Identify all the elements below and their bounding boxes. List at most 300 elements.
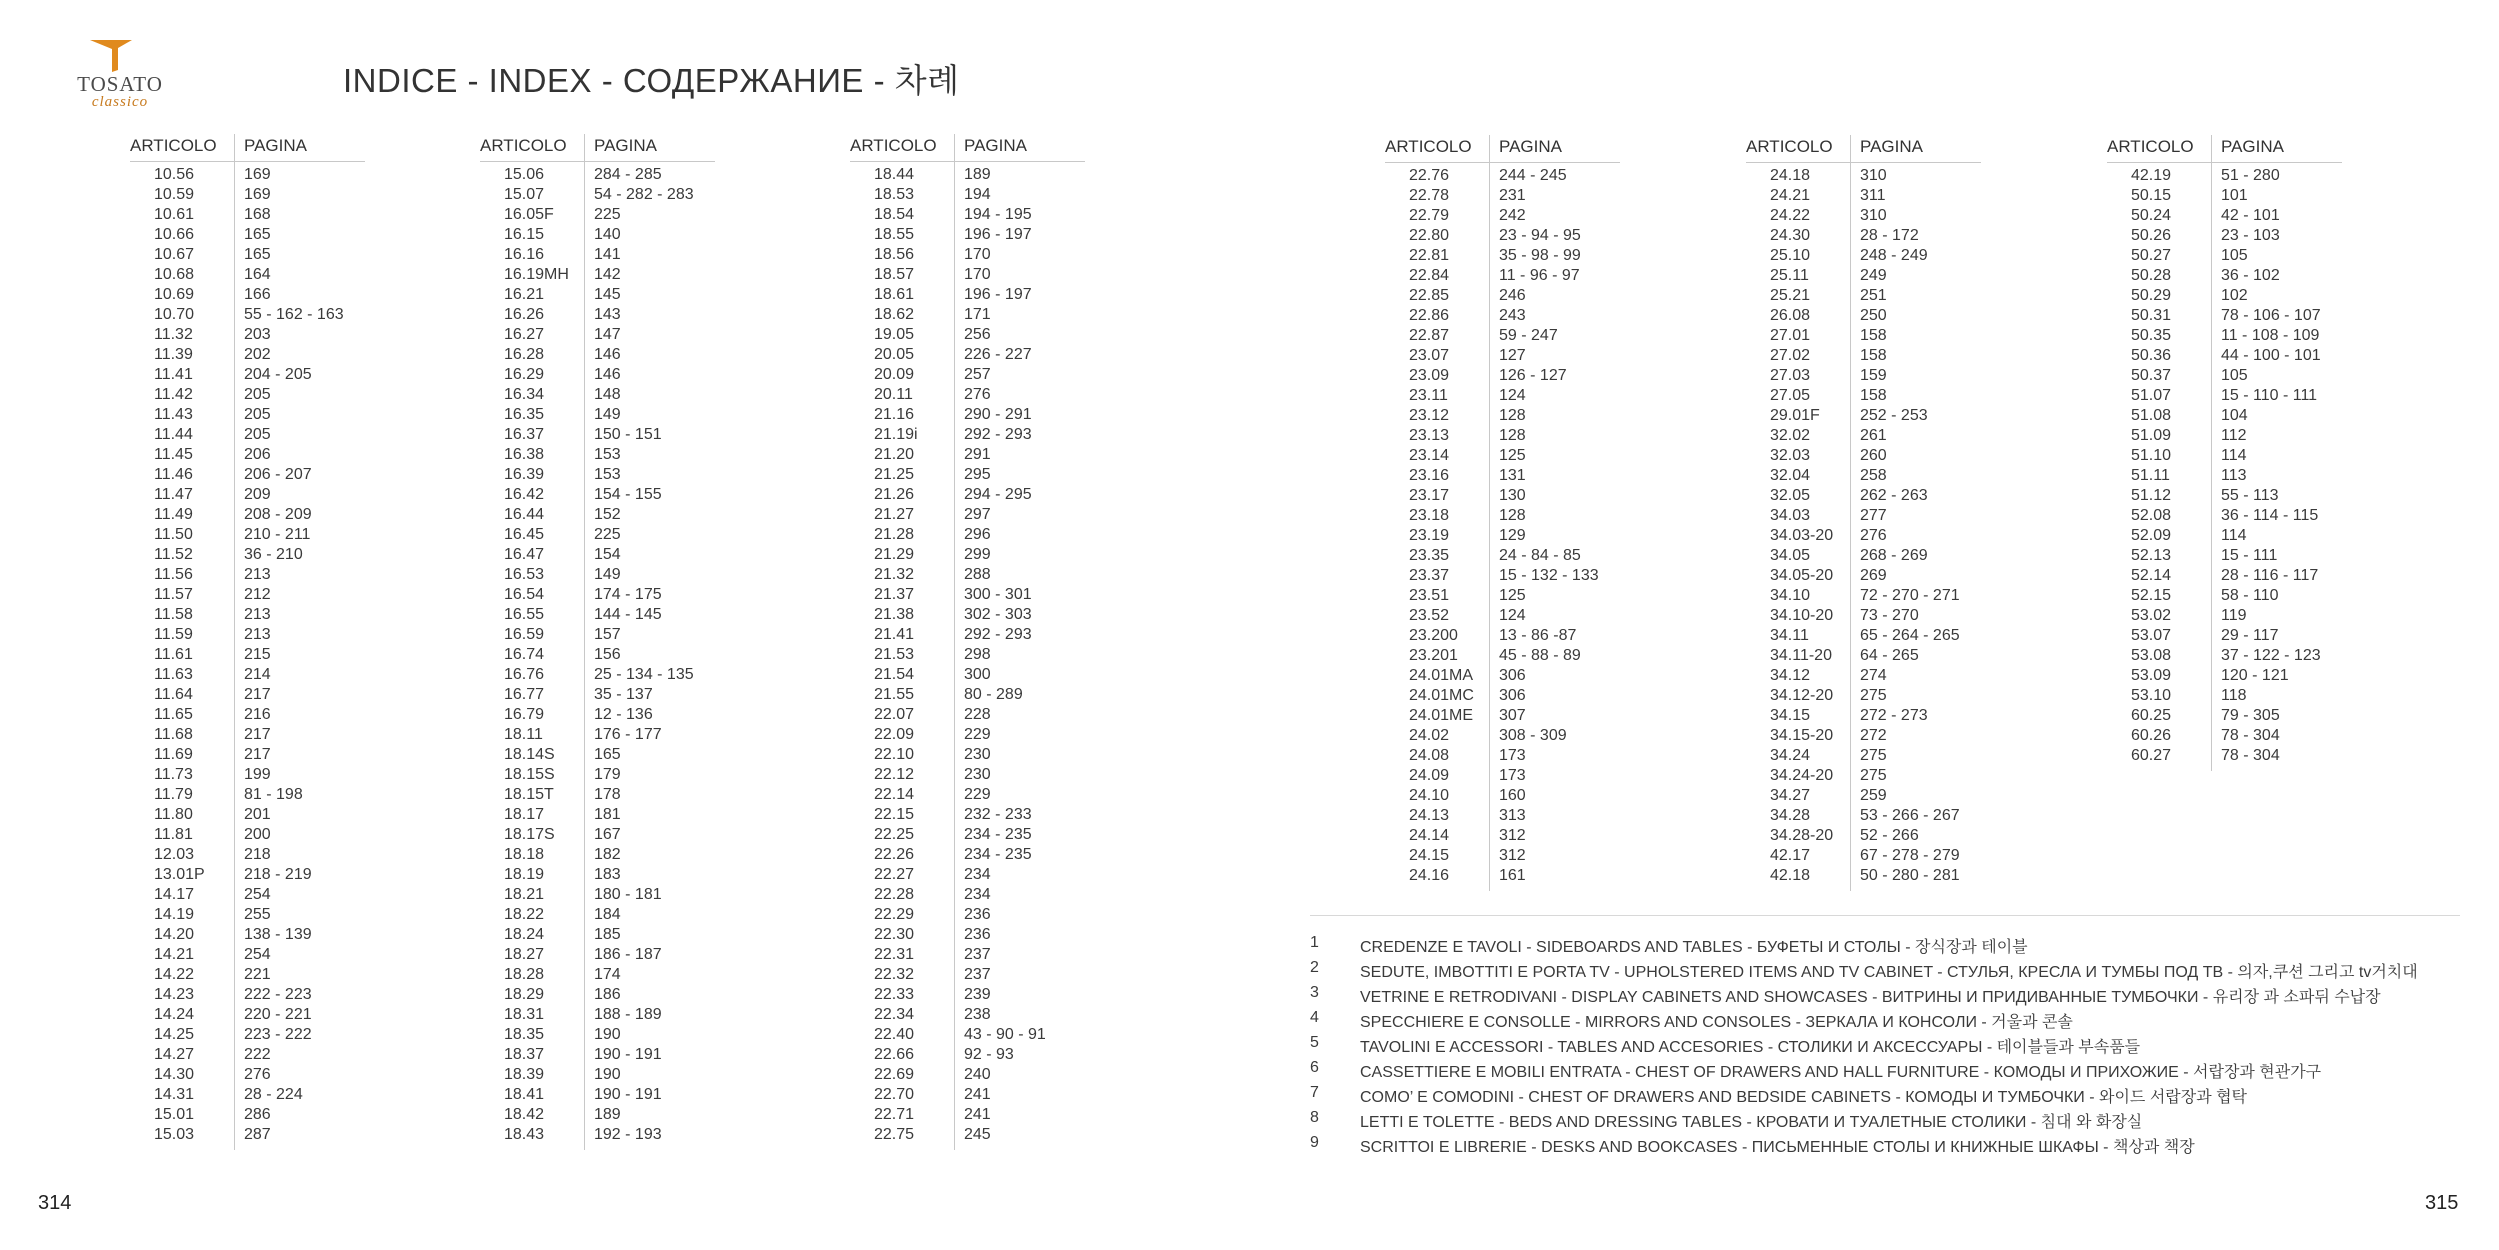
page-ref: 225 [594, 526, 621, 543]
page-ref: 277 [1860, 507, 1887, 524]
legend-number: 4 [1310, 1009, 1319, 1026]
page-ref: 217 [244, 686, 271, 703]
articolo-header: ARTICOLO [1385, 137, 1472, 156]
page-ref: 59 - 247 [1499, 327, 1558, 344]
page-ref: 217 [244, 746, 271, 763]
page-ref: 225 [594, 206, 621, 223]
page-ref: 36 - 102 [2221, 267, 2280, 284]
page-ref: 296 [964, 526, 991, 543]
header-rule [1746, 162, 1981, 163]
article-code: 11.79 [154, 786, 193, 803]
article-code: 23.07 [1409, 347, 1450, 364]
article-code: 16.53 [504, 566, 545, 583]
page-ref: 160 [1499, 787, 1526, 804]
page-ref: 128 [1499, 427, 1526, 444]
page-ref: 105 [2221, 247, 2248, 264]
article-code: 18.39 [504, 1066, 545, 1083]
legend-text: VETRINE E RETRODIVANI - DISPLAY CABINETS AND SHOWCASES - ВИТРИНЫ И ПРИДИВАННЫЕ ТУМБОЧКИ - 유리장 과 소파뒤 수납장 [1360, 989, 2381, 1006]
page-ref: 234 [964, 866, 991, 883]
page-ref: 252 - 253 [1860, 407, 1928, 424]
legend-number: 9 [1310, 1134, 1319, 1151]
page-ref: 119 [2221, 607, 2247, 624]
page-ref: 127 [1499, 347, 1526, 364]
page-ref: 114 [2221, 527, 2247, 544]
page-ref: 182 [594, 846, 621, 863]
page-ref: 312 [1499, 847, 1526, 864]
page-number-right: 315 [2425, 1192, 2459, 1214]
page-ref: 124 [1499, 387, 1526, 404]
article-code: 24.22 [1770, 207, 1811, 224]
legend-text: CREDENZE E TAVOLI - SIDEBOARDS AND TABLES - БУФЕТЫ И СТОЛЫ - 장식장과 테이블 [1360, 939, 2028, 956]
page-ref: 292 - 293 [964, 426, 1032, 443]
article-code: 14.27 [154, 1046, 195, 1063]
page-ref: 201 [244, 806, 271, 823]
article-code: 52.09 [2131, 527, 2172, 544]
article-code: 22.80 [1409, 227, 1450, 244]
page-ref: 161 [1499, 867, 1526, 884]
page-ref: 196 - 197 [964, 286, 1032, 303]
article-code: 14.21 [154, 946, 195, 963]
article-code: 21.38 [874, 606, 915, 623]
page-ref: 268 - 269 [1860, 547, 1928, 564]
article-code: 11.44 [154, 426, 193, 443]
page-ref: 213 [244, 606, 271, 623]
article-code: 16.76 [504, 666, 545, 683]
page-ref: 222 [244, 1046, 271, 1063]
article-code: 22.28 [874, 886, 915, 903]
articolo-header: ARTICOLO [1746, 137, 1833, 156]
article-code: 23.17 [1409, 487, 1450, 504]
article-code: 16.38 [504, 446, 545, 463]
page-ref: 165 [594, 746, 621, 763]
article-code: 50.35 [2131, 327, 2172, 344]
article-code: 16.16 [504, 246, 545, 263]
article-code: 21.55 [874, 686, 915, 703]
page-ref: 275 [1860, 767, 1887, 784]
page-ref: 13 - 86 -87 [1499, 627, 1577, 644]
page-ref: 171 [964, 306, 991, 323]
article-code: 16.05F [504, 206, 554, 223]
header-rule [480, 161, 715, 162]
article-code: 50.26 [2131, 227, 2172, 244]
page-ref: 250 [1860, 307, 1887, 324]
page-ref: 306 [1499, 667, 1526, 684]
article-code: 51.09 [2131, 427, 2172, 444]
page-ref: 131 [1499, 467, 1526, 484]
article-code: 14.25 [154, 1026, 195, 1043]
page-ref: 54 - 282 - 283 [594, 186, 694, 203]
page-ref: 255 [244, 906, 271, 923]
article-code: 24.01MA [1409, 667, 1474, 684]
article-code: 11.46 [154, 466, 193, 483]
article-code: 34.28-20 [1770, 827, 1834, 844]
page-ref: 234 [964, 886, 991, 903]
page-ref: 64 - 265 [1860, 647, 1919, 664]
page-ref: 310 [1860, 167, 1887, 184]
page-ref: 120 - 121 [2221, 667, 2289, 684]
legend-number: 3 [1310, 984, 1319, 1001]
article-code: 50.29 [2131, 287, 2172, 304]
page-ref: 230 [964, 766, 991, 783]
legend-text: CASSETTIERE E MOBILI ENTRATA - CHEST OF DRAWERS AND HALL FURNITURE - КОМОДЫ И ПРИХОЖИЕ - 서랍장과 현관가구 [1360, 1064, 2322, 1081]
legend-number: 8 [1310, 1109, 1319, 1126]
article-code: 23.14 [1409, 447, 1450, 464]
page-ref: 102 [2221, 287, 2248, 304]
legend-number: 1 [1310, 934, 1319, 951]
page-ref: 153 [594, 466, 621, 483]
page-ref: 254 [244, 946, 271, 963]
article-code: 11.69 [154, 746, 193, 763]
article-code: 21.53 [874, 646, 915, 663]
article-code: 22.09 [874, 726, 915, 743]
page-ref: 67 - 278 - 279 [1860, 847, 1960, 864]
legend-text: SPECCHIERE E CONSOLLE - MIRRORS AND CONSOLES - ЗЕРКАЛА И КОНСОЛИ - 거울과 콘솔 [1360, 1014, 2073, 1031]
page-ref: 55 - 162 - 163 [244, 306, 344, 323]
brand-logo [70, 38, 170, 110]
article-code: 14.20 [154, 926, 195, 943]
articolo-header: ARTICOLO [130, 136, 217, 155]
article-code: 53.08 [2131, 647, 2172, 664]
article-code: 34.27 [1770, 787, 1811, 804]
page-ref: 165 [244, 226, 271, 243]
page-ref: 53 - 266 - 267 [1860, 807, 1960, 824]
page-ref: 275 [1860, 747, 1887, 764]
article-code: 11.63 [154, 666, 193, 683]
page-ref: 174 [594, 966, 621, 983]
article-code: 23.52 [1409, 607, 1450, 624]
article-code: 18.21 [504, 886, 545, 903]
article-code: 16.79 [504, 706, 545, 723]
page-ref: 300 [964, 666, 991, 683]
page-ref: 205 [244, 406, 271, 423]
page-ref: 173 [1499, 747, 1526, 764]
article-code: 18.22 [504, 906, 545, 923]
page-ref: 170 [964, 266, 991, 283]
article-code: 11.68 [154, 726, 193, 743]
article-code: 14.19 [154, 906, 195, 923]
legend-text: SCRITTOI E LIBRERIE - DESKS AND BOOKCASES - ПИСЬМЕННЫЕ СТОЛЫ И КНИЖНЫЕ ШКАФЫ - 책상과 책장 [1360, 1139, 2195, 1156]
page-ref: 257 [964, 366, 991, 383]
page-ref: 11 - 96 - 97 [1499, 267, 1580, 284]
article-code: 29.01F [1770, 407, 1820, 424]
page-ref: 213 [244, 626, 271, 643]
article-code: 22.87 [1409, 327, 1450, 344]
page-ref: 272 - 273 [1860, 707, 1928, 724]
page-ref: 154 [594, 546, 621, 563]
article-code: 34.05-20 [1770, 567, 1834, 584]
article-code: 11.50 [154, 526, 193, 543]
header-rule [2107, 162, 2342, 163]
article-code: 27.01 [1770, 327, 1811, 344]
article-code: 18.61 [874, 286, 915, 303]
page-ref: 158 [1860, 387, 1887, 404]
article-code: 18.43 [504, 1126, 545, 1143]
article-code: 11.32 [154, 326, 193, 343]
article-code: 10.61 [154, 206, 195, 223]
page-ref: 243 [1499, 307, 1526, 324]
page-ref: 236 [964, 906, 991, 923]
page-ref: 241 [964, 1106, 991, 1123]
page-ref: 165 [244, 246, 271, 263]
article-code: 20.05 [874, 346, 915, 363]
article-code: 16.45 [504, 526, 545, 543]
article-code: 34.03-20 [1770, 527, 1834, 544]
article-code: 22.76 [1409, 167, 1450, 184]
pagina-header: PAGINA [244, 136, 307, 155]
article-code: 18.17S [504, 826, 555, 843]
brand-name: TOSATO [77, 72, 163, 96]
article-code: 23.16 [1409, 467, 1450, 484]
article-code: 11.57 [154, 586, 193, 603]
page-ref: 231 [1499, 187, 1526, 204]
article-code: 53.02 [2131, 607, 2172, 624]
article-code: 21.29 [874, 546, 915, 563]
page-ref: 205 [244, 426, 271, 443]
article-code: 52.08 [2131, 507, 2172, 524]
page-ref: 92 - 93 [964, 1046, 1014, 1063]
page-ref: 178 [594, 786, 621, 803]
page-ref: 140 [594, 226, 621, 243]
article-code: 22.71 [874, 1106, 915, 1123]
article-code: 50.37 [2131, 367, 2172, 384]
page-ref: 36 - 210 [244, 546, 303, 563]
page-ref: 308 - 309 [1499, 727, 1567, 744]
article-code: 50.36 [2131, 347, 2172, 364]
article-code: 18.62 [874, 306, 915, 323]
page-ref: 158 [1860, 347, 1887, 364]
page-ref: 189 [594, 1106, 621, 1123]
page-ref: 258 [1860, 467, 1887, 484]
section-divider [1310, 915, 2460, 916]
article-code: 10.67 [154, 246, 195, 263]
page-ref: 169 [244, 166, 271, 183]
page-ref: 180 - 181 [594, 886, 662, 903]
page-ref: 276 [244, 1066, 271, 1083]
page-ref: 244 - 245 [1499, 167, 1567, 184]
article-code: 34.12 [1770, 667, 1811, 684]
page-ref: 150 - 151 [594, 426, 662, 443]
article-code: 18.15S [504, 766, 555, 783]
article-code: 18.42 [504, 1106, 545, 1123]
article-code: 21.37 [874, 586, 915, 603]
article-code: 51.10 [2131, 447, 2172, 464]
article-code: 21.54 [874, 666, 915, 683]
page-ref: 192 - 193 [594, 1126, 662, 1143]
page-ref: 72 - 270 - 271 [1860, 587, 1960, 604]
article-code: 16.37 [504, 426, 545, 443]
page-ref: 168 [244, 206, 271, 223]
column-divider [1489, 135, 1490, 891]
page-ref: 105 [2221, 367, 2248, 384]
page-ref: 50 - 280 - 281 [1860, 867, 1960, 884]
page-ref: 51 - 280 [2221, 167, 2280, 184]
article-code: 16.15 [504, 226, 545, 243]
article-code: 16.34 [504, 386, 545, 403]
page-ref: 228 [964, 706, 991, 723]
page-ref: 218 - 219 [244, 866, 312, 883]
page-ref: 12 - 136 [594, 706, 653, 723]
page-ref: 297 [964, 506, 991, 523]
article-code: 21.28 [874, 526, 915, 543]
column-divider [954, 134, 955, 1150]
page-ref: 158 [1860, 327, 1887, 344]
article-code: 34.12-20 [1770, 687, 1834, 704]
page-ref: 181 [594, 806, 621, 823]
article-code: 22.34 [874, 1006, 915, 1023]
page-ref: 275 [1860, 687, 1887, 704]
page-ref: 184 [594, 906, 621, 923]
article-code: 11.73 [154, 766, 193, 783]
article-code: 18.31 [504, 1006, 545, 1023]
legend-number: 6 [1310, 1059, 1319, 1076]
pagina-header: PAGINA [1499, 137, 1562, 156]
page-ref: 148 [594, 386, 621, 403]
page-ref: 42 - 101 [2221, 207, 2280, 224]
article-code: 22.07 [874, 706, 915, 723]
page-ref: 259 [1860, 787, 1887, 804]
article-code: 23.12 [1409, 407, 1450, 424]
article-code: 14.30 [154, 1066, 195, 1083]
article-code: 23.19 [1409, 527, 1450, 544]
article-code: 34.28 [1770, 807, 1811, 824]
article-code: 23.51 [1409, 587, 1450, 604]
article-code: 24.10 [1409, 787, 1450, 804]
legend-number: 2 [1310, 959, 1319, 976]
article-code: 21.32 [874, 566, 915, 583]
article-code: 53.10 [2131, 687, 2172, 704]
article-code: 18.53 [874, 186, 915, 203]
page-ref: 114 [2221, 447, 2247, 464]
article-code: 53.07 [2131, 627, 2172, 644]
page-ref: 78 - 106 - 107 [2221, 307, 2321, 324]
page-ref: 146 [594, 366, 621, 383]
page-ref: 113 [2221, 467, 2247, 484]
page-ref: 307 [1499, 707, 1526, 724]
brand-subtitle: classico [91, 94, 149, 110]
article-code: 19.05 [874, 326, 915, 343]
page-ref: 185 [594, 926, 621, 943]
article-code: 24.14 [1409, 827, 1450, 844]
page-ref: 149 [594, 406, 621, 423]
article-code: 11.45 [154, 446, 193, 463]
article-code: 22.33 [874, 986, 915, 1003]
article-code: 42.17 [1770, 847, 1811, 864]
page-ref: 125 [1499, 587, 1526, 604]
article-code: 50.15 [2131, 187, 2172, 204]
article-code: 50.28 [2131, 267, 2172, 284]
page-ref: 269 [1860, 567, 1887, 584]
page-ref: 290 - 291 [964, 406, 1032, 423]
page-ref: 299 [964, 546, 991, 563]
page-ref: 203 [244, 326, 271, 343]
article-code: 20.09 [874, 366, 915, 383]
article-code: 18.54 [874, 206, 915, 223]
page-ref: 81 - 198 [244, 786, 303, 803]
article-code: 23.09 [1409, 367, 1450, 384]
article-code: 16.27 [504, 326, 545, 343]
article-code: 34.05 [1770, 547, 1811, 564]
article-code: 14.22 [154, 966, 195, 983]
article-code: 34.15-20 [1770, 727, 1834, 744]
article-code: 27.03 [1770, 367, 1811, 384]
article-code: 51.08 [2131, 407, 2172, 424]
article-code: 11.80 [154, 806, 193, 823]
article-code: 11.59 [154, 626, 193, 643]
article-code: 12.03 [154, 846, 195, 863]
page-ref: 232 - 233 [964, 806, 1032, 823]
column-divider [584, 134, 585, 1150]
page-ref: 292 - 293 [964, 626, 1032, 643]
page-ref: 142 [594, 266, 621, 283]
page-ref: 124 [1499, 607, 1526, 624]
article-code: 42.19 [2131, 167, 2172, 184]
page-ref: 312 [1499, 827, 1526, 844]
articolo-header: ARTICOLO [480, 136, 567, 155]
page-ref: 23 - 103 [2221, 227, 2280, 244]
page-ref: 15 - 111 [2221, 547, 2278, 564]
page-ref: 300 - 301 [964, 586, 1032, 603]
article-code: 22.25 [874, 826, 915, 843]
page-ref: 261 [1860, 427, 1887, 444]
page-ref: 169 [244, 186, 271, 203]
article-code: 18.18 [504, 846, 545, 863]
page-ref: 205 [244, 386, 271, 403]
page-ref: 58 - 110 [2221, 587, 2279, 604]
page-ref: 204 - 205 [244, 366, 312, 383]
pagina-header: PAGINA [1860, 137, 1923, 156]
article-code: 24.02 [1409, 727, 1450, 744]
article-code: 24.16 [1409, 867, 1450, 884]
article-code: 11.42 [154, 386, 193, 403]
article-code: 21.41 [874, 626, 915, 643]
pagina-header: PAGINA [2221, 137, 2284, 156]
article-code: 10.69 [154, 286, 195, 303]
page-ref: 28 - 224 [244, 1086, 303, 1103]
page-ref: 190 [594, 1066, 621, 1083]
article-code: 22.84 [1409, 267, 1450, 284]
article-code: 52.14 [2131, 567, 2172, 584]
page-ref: 221 [244, 966, 271, 983]
article-code: 16.47 [504, 546, 545, 563]
page-ref: 216 [244, 706, 271, 723]
article-code: 14.17 [154, 886, 195, 903]
article-code: 21.20 [874, 446, 915, 463]
page-ref: 188 - 189 [594, 1006, 662, 1023]
article-code: 14.23 [154, 986, 195, 1003]
article-code: 10.68 [154, 266, 195, 283]
article-code: 23.18 [1409, 507, 1450, 524]
article-code: 18.37 [504, 1046, 545, 1063]
article-code: 18.56 [874, 246, 915, 263]
article-code: 34.11-20 [1770, 647, 1832, 664]
pagina-header: PAGINA [594, 136, 657, 155]
article-code: 21.25 [874, 466, 915, 483]
page-ref: 220 - 221 [244, 1006, 312, 1023]
page-ref: 15 - 110 - 111 [2221, 387, 2318, 404]
article-code: 21.27 [874, 506, 915, 523]
page-ref: 276 [1860, 527, 1887, 544]
article-code: 34.24-20 [1770, 767, 1834, 784]
article-code: 11.41 [154, 366, 193, 383]
article-code: 23.11 [1409, 387, 1448, 404]
article-code: 22.27 [874, 866, 915, 883]
article-code: 21.16 [874, 406, 915, 423]
article-code: 42.18 [1770, 867, 1811, 884]
article-code: 16.26 [504, 306, 545, 323]
article-code: 23.13 [1409, 427, 1450, 444]
article-code: 11.58 [154, 606, 193, 623]
page-ref: 45 - 88 - 89 [1499, 647, 1581, 664]
